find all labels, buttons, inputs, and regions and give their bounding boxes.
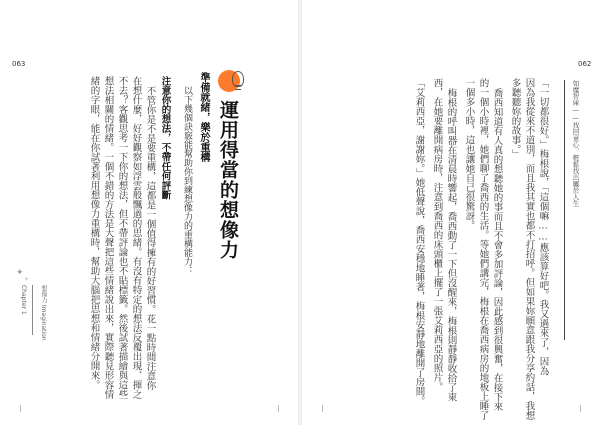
footer-rule (32, 285, 33, 335)
right-paragraph-line: 喬西知道有人真的想聽她的事而且不會多加評論，因此感到很興奮，在接下來 (491, 88, 503, 411)
running-head-rule (564, 80, 565, 340)
running-head: 如魔智庫——找回童心，輕鬆找出屬於人生 (571, 80, 580, 207)
right-paragraph-line: 多聽聽妳的故事。」 (509, 78, 521, 159)
section-heading: 準備就緒，樂於重構 (198, 72, 209, 162)
sparkle-icon: ✧ (24, 276, 30, 283)
lightbulb-icon (232, 71, 244, 87)
right-paragraph-line: 一個多小時，這也讓她自己很驚訝。 (463, 78, 475, 230)
crop-mark (322, 405, 323, 412)
right-paragraph-line: 的一個小時裡，她們聊了喬西的生活。等她們講完，梅根在喬西病房的地板上睡了 (477, 78, 489, 420)
page-number-left: 063 (12, 60, 26, 68)
crop-mark (278, 405, 279, 412)
crop-mark (20, 405, 21, 412)
right-paragraph-line: 梅根的呼叫器在清晨時響起，喬西動了一下但沒醒來，梅根則靜靜收拾了東 (445, 88, 457, 402)
crop-mark (580, 405, 581, 412)
page-number-right: 062 (578, 60, 592, 68)
chapter-title: 運用得當的想像力 (217, 100, 239, 260)
footer-chapter: Chapter 1 (20, 285, 27, 315)
footer-title: 想像力 Imagination (40, 285, 47, 341)
left-paragraph-line: 緒的字眼，能在你試著利用想像力重構時，幫助大腦把思想和情緒分開來。 (88, 76, 100, 390)
tip-heading: 注意你的想法，不帶任何評斷 (159, 76, 171, 200)
right-page (302, 0, 600, 425)
left-page (0, 0, 298, 425)
left-paragraph-line: 不去？客觀思考一下你的想法，但不帶評論也不貼標籤。然後試著描繪與這些 (116, 76, 128, 399)
right-paragraph-line: 「艾莉西亞，謝謝妳。」她低聲說，喬西安穩地睡著，梅根安靜地離開了房間。 (413, 78, 425, 406)
left-paragraph-line: 在想什麼，好好觀察如浮雲般飄過的思緒。有沒有特定的想法反覆出現、揮之 (130, 76, 142, 399)
left-paragraph-line: 想法相關的情緒。一個不錯的方法是大聲把這些情緒說出來，實際聽見形容情 (102, 76, 114, 399)
right-paragraph-line: 因為我從來不道別，而且我其實也都不打招呼。但如果妳願意跟我分享約話，我想 (523, 78, 535, 420)
right-paragraph-line: 「一切都很好。」梅根說，「這個嘛……應該算好吧。我又過來了，因為 (537, 78, 549, 376)
section-intro: 以下幾個訣竅能幫助你到練想像力的重構能力： (182, 86, 192, 275)
left-paragraph-line: 不管你是不是要重構，這都是一個值得擁有的好習慣。花一點時間注意你 (144, 86, 156, 390)
sparkle-icon: ✦ (16, 268, 24, 278)
right-paragraph-line: 西，在她要離開病房時，注意到喬西的床頭櫃上擺了一張艾莉西亞的照片。 (431, 78, 443, 392)
